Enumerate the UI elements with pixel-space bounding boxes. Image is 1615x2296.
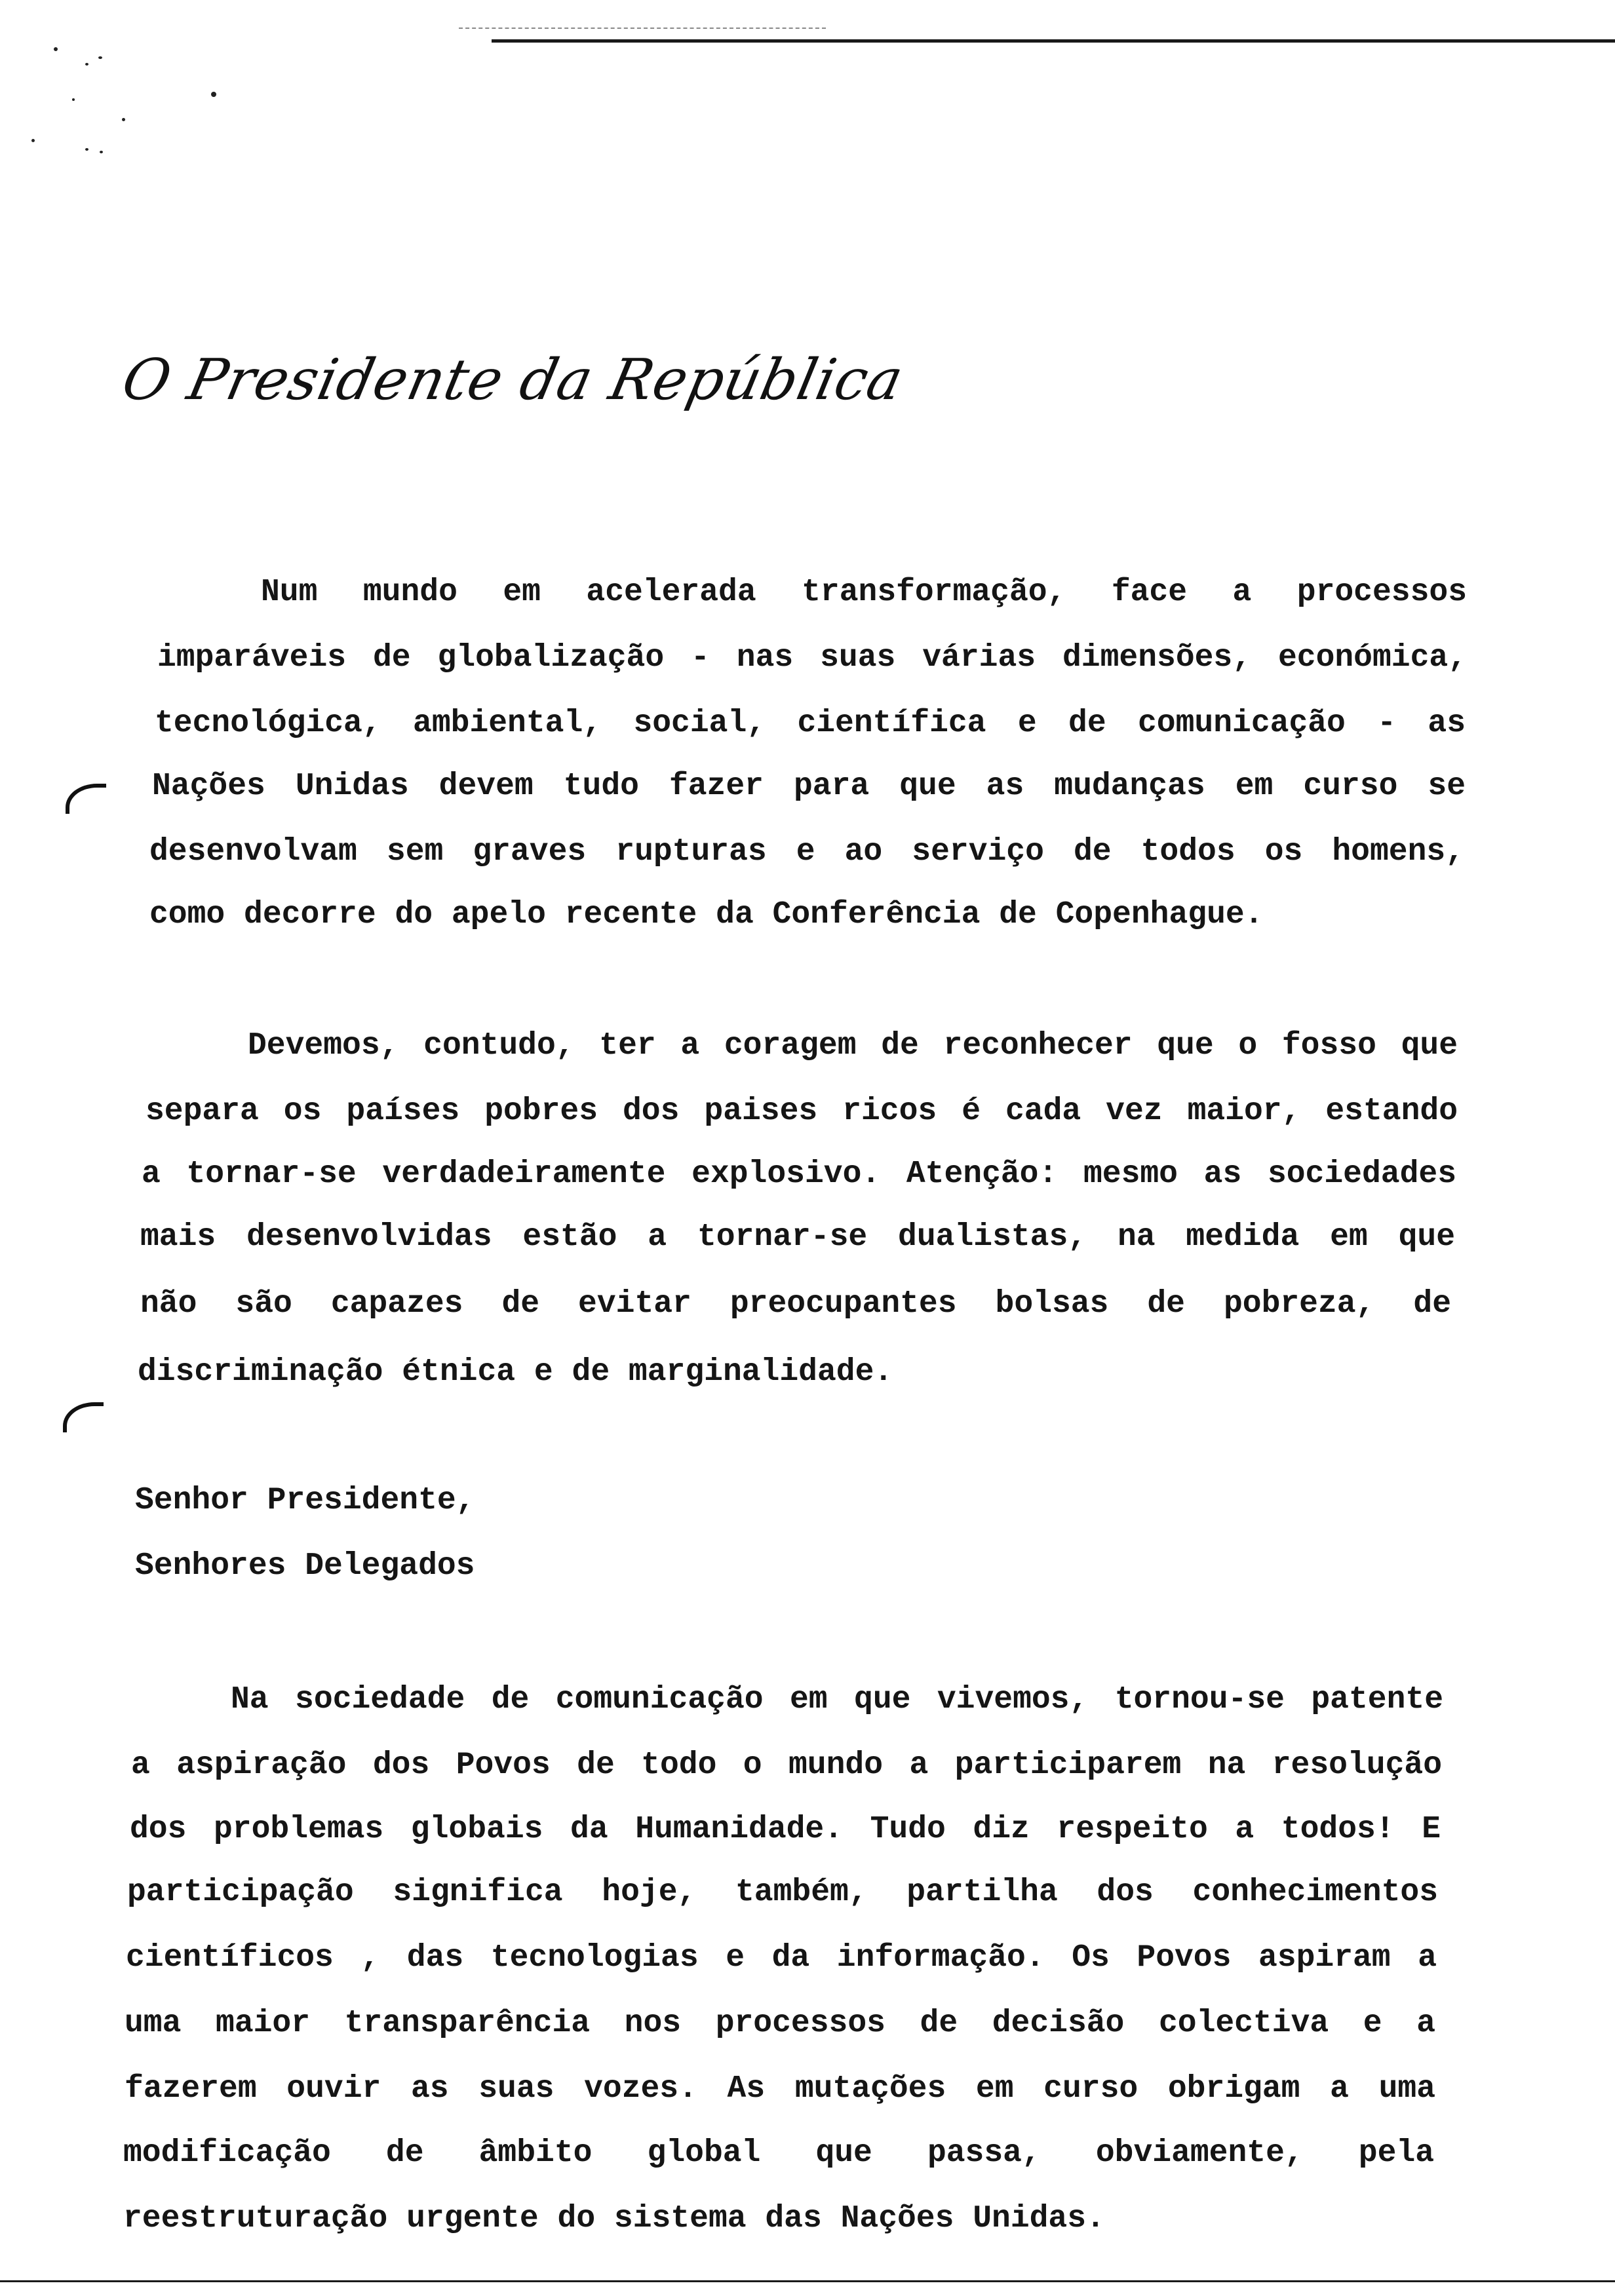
- scan-speck: [98, 56, 102, 59]
- salutation-line: Senhores Delegados: [135, 1548, 475, 1584]
- paragraph-line: científicos , das tecnologias e da informação. Os Povos aspiram a: [126, 1940, 1437, 1976]
- scan-speck: [85, 148, 88, 151]
- margin-mark: [66, 784, 106, 814]
- paragraph-line: reestruturação urgente do sistema das Nações Unidas.: [123, 2201, 1105, 2236]
- scan-speck: [211, 92, 216, 97]
- paragraph-line: discriminação étnica e de marginalidade.: [138, 1354, 893, 1390]
- paragraph-line: a tornar-se verdadeiramente explosivo. Atenção: mesmo as sociedades: [142, 1157, 1456, 1192]
- paragraph-line: uma maior transparência nos processos de decisão colectiva e a: [125, 2006, 1435, 2041]
- top-rule: [492, 39, 1615, 43]
- paragraph-line: fazerem ouvir as suas vozes. As mutações em curso obrigam a uma: [125, 2071, 1435, 2107]
- paragraph-line: Nações Unidas devem tudo fazer para que as mudanças em curso se: [152, 769, 1466, 804]
- paragraph-line: desenvolvam sem graves rupturas e ao serviço de todos os homens,: [149, 834, 1464, 870]
- scan-speck: [54, 47, 58, 51]
- paragraph-line: participação significa hoje, também, partilha dos conhecimentos: [127, 1875, 1438, 1910]
- bottom-rule: [0, 2280, 1615, 2282]
- scan-speck: [31, 139, 35, 142]
- paragraph-line: dos problemas globais da Humanidade. Tudo diz respeito a todos! E: [130, 1812, 1441, 1847]
- paragraph-line: separa os países pobres dos paises ricos é cada vez maior, estando: [146, 1094, 1458, 1129]
- top-dashed-rule: [459, 28, 826, 29]
- paragraph-line: Na sociedade de comunicação em que vivemos, tornou-se patente: [231, 1682, 1443, 1717]
- paragraph-line: mais desenvolvidas estão a tornar-se dualistas, na medida em que: [140, 1219, 1455, 1255]
- scan-speck: [72, 98, 75, 101]
- paragraph-line: imparáveis de globalização - nas suas várias dimensões, económica,: [157, 640, 1467, 676]
- scan-speck: [122, 118, 125, 121]
- paragraph-line: modificação de âmbito global que passa, obviamente, pela: [123, 2135, 1434, 2171]
- paragraph-line: como decorre do apelo recente da Conferência de Copenhague.: [149, 897, 1264, 932]
- paragraph-line: Devemos, contudo, ter a coragem de reconhecer que o fosso que: [248, 1028, 1458, 1063]
- salutation-line: Senhor Presidente,: [135, 1483, 475, 1518]
- scan-speck: [100, 151, 103, 153]
- paragraph-line: Num mundo em acelerada transformação, face a processos: [261, 575, 1467, 610]
- paragraph-line: tecnológica, ambiental, social, científica e de comunicação - as: [155, 706, 1466, 741]
- scan-speck: [85, 63, 88, 66]
- margin-mark: [63, 1402, 104, 1432]
- paragraph-line: a aspiração dos Povos de todo o mundo a participarem na resolução: [131, 1748, 1442, 1783]
- letterhead-title: O Presidente da República: [117, 347, 909, 413]
- paragraph-line: não são capazes de evitar preocupantes bolsas de pobreza, de: [140, 1286, 1451, 1322]
